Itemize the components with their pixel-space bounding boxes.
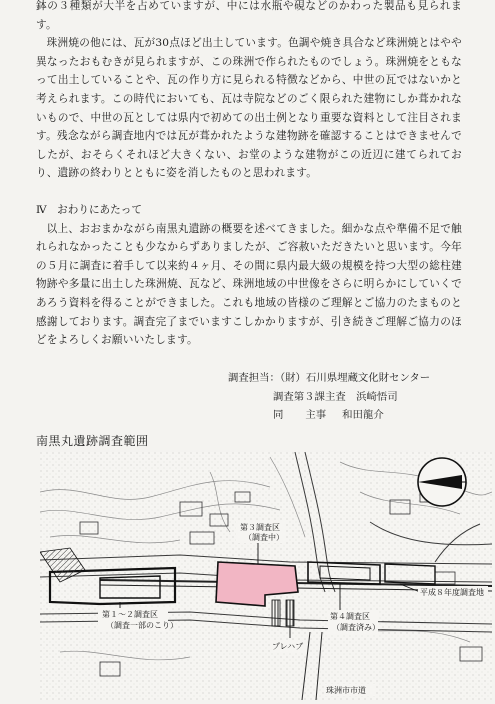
credits-role-1: 調査第３課主査: [273, 390, 346, 403]
credits-line-2: [228, 388, 478, 407]
label-area-1-2-status: （調査一部のこり）: [106, 621, 178, 630]
label-area-4: 第４調査区: [330, 612, 370, 621]
paragraph-2: 珠洲焼の他には、瓦が30点ほど出土しています。色調や焼き具合など珠洲焼とはやや異なったおもむきが見られますが、この珠洲で作られたものでしょう。珠洲焼をともなって出土していることや、瓦の作り方に見られる特徴などから、中世の瓦ではないかと考えられます。この時代においても、瓦は寺院などのごく限られた建物にしか葺かれないもので、中世の瓦としては県内で初めての出土例となり重要な資料として注目されます。残念ながら調査地内では瓦が葺かれたような建物跡を確認することはできませんでしたが、おそらくそれほど大きくない、お堂のような建物がこの近辺に建てられており、遺跡の終わりとともに姿を消したものと思われます。: [36, 37, 462, 180]
section-body: 以上、おおまかながら南黒丸遺跡の概要を述べてきました。細かな点や準備不足で触れられなかったことも少なからずありましたが、ご容赦いただきたいと思います。今年の５月に調査に着手して以来約４ヶ月、その間に県内最大級の規模を持つ大型の総柱建物跡や多量に出土した珠洲焼、瓦など、珠洲地域の中世像をさらに明らかにしていくであろう資料を得ることができました。これも地域の皆様のご理解とご協力のたまものと感謝しております。調査完了までいますこしかかりますが、引き続きご理解ご協力のほどをよろしくお願いいたします。: [36, 222, 462, 347]
label-h8-area: 平成８年度調査地: [420, 588, 484, 597]
label-area-1-2: 第１～２調査区: [102, 610, 158, 619]
label-area-3: 第３調査区: [240, 523, 280, 532]
body-text: [36, 0, 462, 350]
credits-prefix: 同: [273, 409, 284, 421]
credits-name-2: 和田龍介: [342, 409, 384, 421]
prefab-block-2: [286, 600, 294, 626]
label-city-road: 珠洲市市道: [326, 686, 366, 695]
credits-line-3: [228, 406, 478, 425]
credits-line-1: 調査担当：（財）石川県埋蔵文化財センター: [228, 372, 431, 384]
site-map-svg: [40, 452, 492, 700]
label-area-4-status: （調査済み）: [332, 623, 380, 632]
credits-block: [228, 369, 478, 425]
prefab-block-1: [272, 600, 280, 626]
map-title: 南黒丸遺跡調査範囲: [36, 434, 149, 448]
label-prefab: プレハブ: [272, 642, 304, 651]
label-area-3-status: （調査中）: [244, 533, 284, 542]
credits-name-1: 浜崎悟司: [356, 390, 398, 403]
credits-role-2: 主事: [305, 409, 327, 421]
site-map: [40, 452, 492, 700]
north-arrow-icon: [418, 458, 466, 506]
section-heading: Ⅳ おわりにあたって: [36, 203, 142, 216]
paragraph-1: 鉢の３種類が大半を占めていますが、中には水瓶や硯などのかわった製品も見られます。: [36, 0, 462, 31]
